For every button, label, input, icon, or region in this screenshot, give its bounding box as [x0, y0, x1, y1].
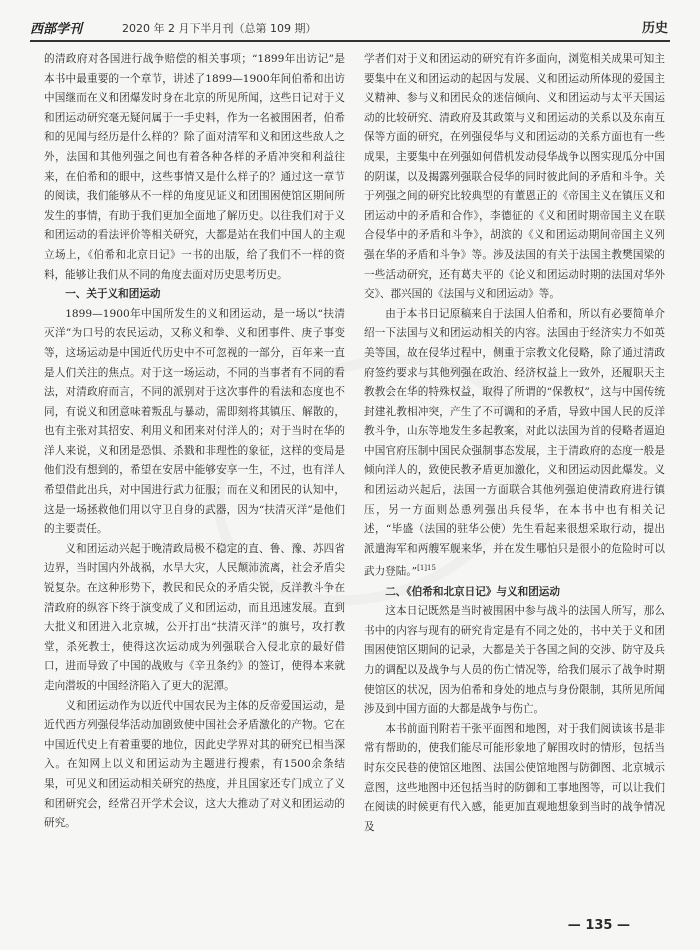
- page-header: [30, 14, 670, 42]
- paragraph: 这本日记既然是当时被围困中参与战斗的法国人所写，那么书中的内容与现有的研究肯定是有不同之处的，书中关于义和团围困使馆区期间的记录，大都是关于各国之间的交涉、防守及兵力的调配以及战争与人员的伤亡情况等，给我们展示了战争时期使馆区的状况，因为伯希和身处的地点与身份限制，其所见所闻涉及到中国方面的大都是战争与伤亡。: [364, 605, 665, 716]
- paragraph: 本书前面刊附若干张平面图和地图，对于我们阅读该书是非常有帮助的，使我们能尽可能形象地了解围攻时的情形，包括当时东交民巷的使馆区地图、法国公使馆地图与防御图、北京城示意图，这些地图中还包括当时的防御和工事地图等，可以让我们在阅读的时候更有代入感，能更加直观地想象到当时的战争情况及: [364, 722, 665, 833]
- left-column: [44, 50, 345, 910]
- paragraph: 义和团运动作为以近代中国农民为主体的反帝爱国运动，是近代西方列强侵华活动加剧致使中国社会矛盾激化的产物。它在中国近代史上有着重要的地位，因此史学界对其的研究已相当深入。在知网上以义和团运动为主题进行搜索，有1500余条结果，可见义和团运动相关研究的热度，并且国家还专门成立了义和团研究会，经常召开学术会议，这大大推动了对义和团运动的研究。: [44, 699, 345, 830]
- paragraph: 学者们对于义和团运动的研究有许多面向，浏览相关成果可知主要集中在义和团运动的起因与发展、义和团运动所体现的爱国主义精神、参与义和团民众的迷信倾向、义和团运动与太平天国运动的比较研究、清政府及其政策与义和团运动的关系以及东南互保等方面的研究，在列强侵华与义和团运动的关系方面也有一些成果，主要集中在列强如何借机发动侵华战争以图实现瓜分中国的阴谋，以及揭露列强联合侵华的同时彼此间的矛盾和斗争。关于列强之间的研究比较典型的有董恩正的《帝国主义在镇压义和团运动中的矛盾和合作》，李德征的《义和团时期帝国主义在联合侵华中的矛盾和斗争》，胡滨的《义和团运动期间帝国主义列强在华的矛盾和斗争》等。涉及法国的有关于法国主教樊国梁的一些活动研究，还有葛夫平的《论义和团运动时期的法国对华外交》、郡兴国的《法国与义和团运动》等。: [364, 53, 665, 301]
- paragraph: 1899—1900年中国所发生的义和团运动，是一场以“扶清灭洋”为口号的农民运动，又称义和拳、义和团事件、庚子事变等，这场运动是中国近代历史中不可忽视的一部分，百年来一直是人们关注的焦点。对于这一场运动，不同的当事者有不同的看法，对清政府而言，不同的派别对于这次事件的看法和态度也不同，有说义和团意味着叛乱与暴动，需即刻将其镇压、解散的，也有主张对其招安、利用义和团来对付洋人的；对于当时在华的洋人来说，义和团是恐惧、杀戮和非理性的象征，这样的变局是他们没有想到的，希望在安居中能够安享一生，不过，也有洋人希望借此出兵，对中国进行武力征服；而在义和团民的认知中，这是一场拯救他们用以守卫自身的武器，因为“扶清灭洋”是他们的主要责任。: [44, 307, 345, 536]
- paragraph-text: 由于本书日记原稿来自于法国人伯希和，所以有必要简单介绍一下法国与义和团运动相关的内容。法国由于经济实力不如英美等国，故在侵华过程中，侧重于宗教文化侵略，除了通过清政府签约要求与其他列强在政治、经济权益上一致外，还履职天主教教会在华的特殊权益，取得了所谓的“保教权”，这与中国传统封建礼教相冲突，产生了不可调和的矛盾，导致中国人民的反洋教斗争，山东等地发生多起教案，对此以法国为首的侵略者逼迫中国官府压制中国民众强制事态发展，主于清政府的态度一般是倾向洋人的，致使民教矛盾更加激化，义和团运动因此爆发。义和团运动兴起后，法国一方面联合其他列强迫使清政府进行镇压，另一方面则怂恿列强出兵侵华，在本书中也有相关记述，“毕盛（法国的驻华公使）先生看起来很想采取行动，提出派遣海军和两艘军舰来华，并在发生哪怕只是很小的危险时可以武力登陆。”: [364, 307, 665, 578]
- paragraph: 义和团运动兴起于晚清政局极不稳定的直、鲁、豫、苏四省边界，当时国内外战祸，水旱大灾，人民颠沛流离，社会矛盾尖锐复杂。在这种形势下，教民和民众的矛盾尖锐，反洋教斗争在清政府的纵容下终于演变成了义和团运动，而且迅速发展。直到大批义和团进入北京城，公开打出“扶清灭洋”的旗号，攻打教堂，杀死教士，使得这次运动成为列强联合入侵北京的最好借口，进而导致了中国的战败与《辛丑条约》的签订，使得本来就走向潜坂的中国经济陷入了更大的泥潭。: [44, 542, 345, 692]
- section-heading: 一、关于义和团运动: [65, 288, 161, 301]
- section-heading: 二、《伯希和北京日记》与义和团运动: [385, 585, 560, 598]
- issue-info: 2020 年 2 月下半月刊（总第 109 期）: [122, 22, 317, 35]
- section-label: 历史: [641, 21, 668, 36]
- page-number: — 135 —: [567, 918, 630, 933]
- paragraph: 的清政府对各国进行战争赔偿的相关事项；“1899年出访记”是本书中最重要的一个章节，讲述了1899—1900年间伯希和出访中国继而在义和团爆发时身在北京的所见所闻，这些日记对于义和团运动研究毫无疑问属于一手史料，作为一名被围困者，伯希和的见闻与经历是什么样的？除了面对清军和义和团这些敌人之外，法国和其他列强之间也有着各种各样的矛盾冲突和利益往来，在伯希和的眼中，这些事情又是什么样子的？通过这一章节的阅读，我们能够从不一样的角度见证义和团围困使馆区期间所发生的事情，有助于我们更加全面地了解历史。以往我们对于义和团运动的看法评价等相关研究，大都是站在我们中国人的主观立场上，《伯希和北京日记》一书的出版，给了我们不一样的资料，能够让我们从不同的角度去面对历史思考历史。: [44, 53, 345, 281]
- paragraph-with-citation: [364, 305, 665, 583]
- citation-ref: [1]15: [417, 564, 436, 573]
- right-column: [364, 50, 665, 910]
- journal-title: 西部学刊: [30, 22, 83, 37]
